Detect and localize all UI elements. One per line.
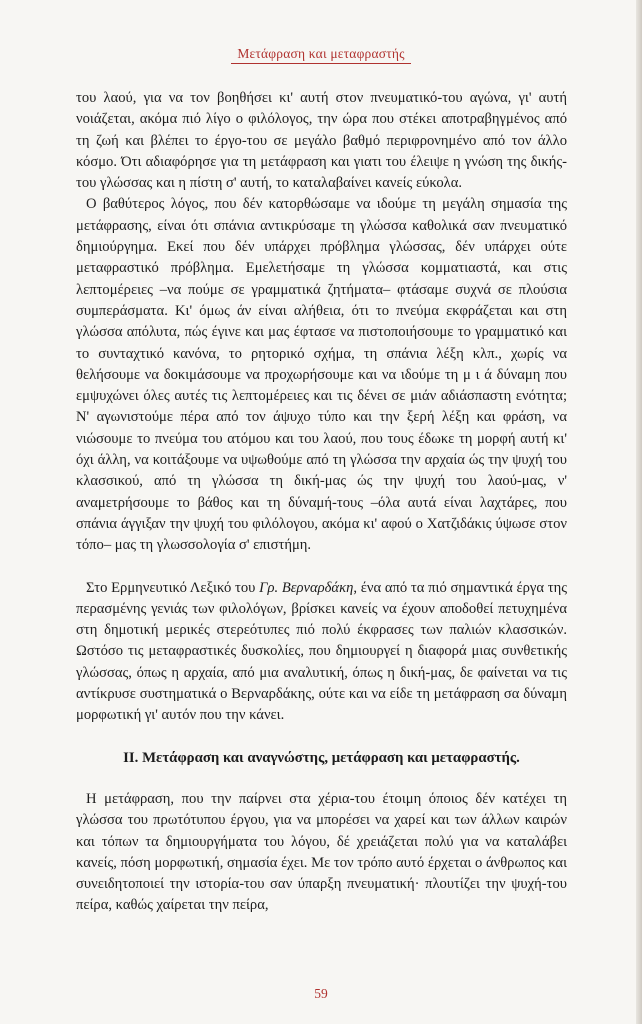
page-number: 59 bbox=[314, 986, 328, 1001]
section-heading: ΙΙ. Μετάφραση και αναγνώστης, μετάφραση και μεταφραστής. bbox=[123, 749, 520, 766]
body-text bbox=[76, 88, 567, 917]
paragraph-3 bbox=[76, 578, 567, 727]
paragraph-4: Η μετάφραση, που την παίρνει στα χέρια-του έτοιμη όποιος δέν κατέχει τη γλώσσα του πρωτότυπου έργου, για να μπορέσει να χαρεί και των άλλων καιρών και τόπων τα δημιουργήματα του λόγου, δέ χρειάζεται πολύ για να καταλάβει κανείς, πόση μορφωτική, σημασία έχει. Με τον τρόπο αυτό έρχεται ο άνθρωπος και συνειδητοποιεί την ιστορία-του σαν ύπαρξη πνευματική· πλουτίζει την ψυχή-του πείρα, καθώς χαίρεται την πείρα, bbox=[76, 790, 567, 914]
paragraph-3-rest: , ένα από τα πιό σημαντικά έργα της περασμένης γενιάς των φιλολόγων, βρίσκει κανείς να έχουν αποδοθεί πετυχημένα στη δημοτική μερικές στερεότυπες πιό πολύ έκφρασες των παλιών κλασσικών. Ωστόσο τις μεταφραστικές δυσκολίες, που δημιουργεί η διαφορά μιας συνθετικής γλώσσας, όπως η αρχαία, από μια αναλυτική, όπως η δική-μας, δε φαίνεται να τις αντίκρυσε συστηματικά ο Βερναρδάκης, ούτε και να είδε τη μετάφραση σα δύναμη μορφωτική γι' αυτόν που την κάνει. bbox=[76, 579, 567, 724]
paragraph-3-start: Στο Ερμηνευτικό Λεξικό του bbox=[86, 579, 260, 596]
paragraph-2: Ο βαθύτερος λόγος, που δέν κατορθώσαμε να ιδούμε τη μεγάλη σημασία της μετάφρασης, είναι ότι σπάνια αντικρύσαμε τη γλώσσα καθολικά σαν πνευματικό δημιούργημα. Εκεί που δέν υπάρχει πρόβλημα γλώσσας, δέν υπάρχει ούτε μεταφραστικό πρόβλημα. Εμελετήσαμε τη γλώσσα κομματιαστά, και στις λεπτομέρειες –να πούμε σε γραμματικά ζητήματα– φτάσαμε συχνά σε πλούσια συμπεράσματα. Κι' όμως άν είναι αλήθεια, ότι το πνεύμα εκφράζεται και στη γλώσσα απόλυτα, πώς έγινε και μας έφτασε να πιστοποιήσουμε το γραμματικό και το συνταχτικό κανόνα, το ρητορικό σχήμα, τη σπάνια λέξη κλπ., χωρίς να θελήσουμε να δοκιμάσουμε να προχωρήσουμε και να ιδούμε τη μ ι ά δύναμη που εμψυχώνει όλες αυτές τις λεπτομέρειες και τις δένει σε μιάν αδιάσπαστη ενότητα; Ν' αγωνιστούμε πέρα από τον άψυχο τύπο και την ξερή λέξη και φράση, να νιώσουμε το πνεύμα του ατόμου και του λαού, που τους έδωκε τη μορφή αυτή κι' όχι άλλη, να κοιτάξουμε να υψωθούμε από τη γλώσσα την αρχαία ώς την ψυχή του κλασσικού, από τη γλώσσα τη δική-μας ώς την ψυχή του λαού-μας, ν' αναμετρήσουμε το βάθος και τη δύναμή-τους –όλα αυτά είναι λαχτάρες, που σπάνια άγγιξαν την ψυχή του φιλόλογου, ακόμα κι' αφού ο Χατζιδάκις ύψωσε στον τόπο– μας τη γλωσσολογία σ' επιστήμη. bbox=[76, 196, 567, 554]
running-head-title: Μετάφραση και μεταφραστής bbox=[231, 46, 410, 64]
paragraph-1: του λαού, για να τον βοηθήσει κι' αυτή στον πνευματικό-του αγώνα, γι' αυτή νοιάζεται, ακόμα πιό λίγο ο φιλόλογος, την ώρα που στέκει αποτραβηγμένος από τη ζωή και βλέπει το έργο-του σε μεγάλο βαθμό περιφρονημένο από τον άλλο κόσμο. Ότι αδιαφόρησε για τη μετάφραση και γιατι του έλειψε η γνώση της δικής-του γλώσσας και η πίστη σ' αυτή, το καταλαβαίνει κανείς εύκολα. bbox=[76, 90, 567, 192]
page-edge bbox=[636, 0, 642, 1024]
running-head bbox=[0, 46, 642, 64]
author-name: Γρ. Βερναρδάκη bbox=[259, 579, 354, 596]
